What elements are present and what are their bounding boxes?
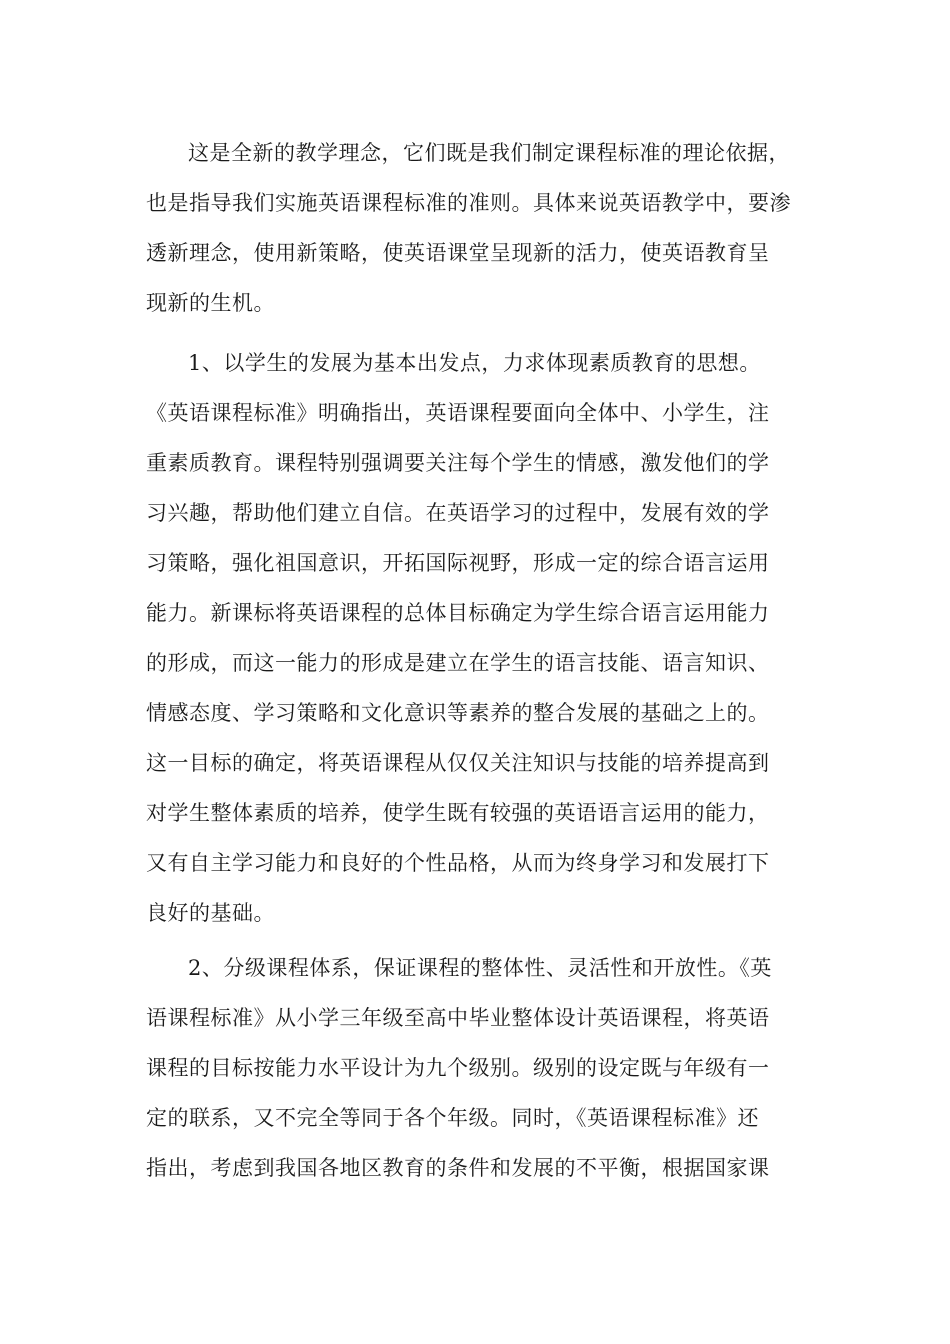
paragraph-line: 语课程标准》从小学三年级至高中毕业整体设计英语课程，将英语 bbox=[146, 1006, 770, 1030]
paragraph-line: 也是指导我们实施英语课程标准的准则。具体来说英语教学中，要渗 bbox=[146, 191, 791, 215]
paragraph-line: 对学生整体素质的培养，使学生既有较强的英语语言运用的能力， bbox=[146, 801, 770, 825]
paragraph-line: 指出，考虑到我国各地区教育的条件和发展的不平衡，根据国家课 bbox=[146, 1156, 770, 1180]
paragraph-line: 现新的生机。 bbox=[146, 291, 275, 315]
paragraph-point-2 bbox=[146, 943, 806, 1193]
paragraph-intro bbox=[146, 128, 806, 328]
paragraph-point-1 bbox=[146, 338, 806, 938]
paragraph-line: 这一目标的确定，将英语课程从仅仅关注知识与技能的培养提高到 bbox=[146, 751, 770, 775]
paragraph-line: 习兴趣，帮助他们建立自信。在英语学习的过程中，发展有效的学 bbox=[146, 501, 770, 525]
paragraph-line: 能力。新课标将英语课程的总体目标确定为学生综合语言运用能力 bbox=[146, 601, 770, 625]
paragraph-line: 这是全新的教学理念，它们既是我们制定课程标准的理论依据， bbox=[188, 141, 790, 165]
paragraph-line: 情感态度、学习策略和文化意识等素养的整合发展的基础之上的。 bbox=[146, 701, 770, 725]
paragraph-line: 的形成，而这一能力的形成是建立在学生的语言技能、语言知识、 bbox=[146, 651, 770, 675]
paragraph-line: 2、分级课程体系，保证课程的整体性、灵活性和开放性。《英 bbox=[188, 956, 772, 980]
paragraph-line: 又有自主学习能力和良好的个性品格，从而为终身学习和发展打下 bbox=[146, 851, 770, 875]
paragraph-line: 透新理念，使用新策略，使英语课堂呈现新的活力，使英语教育呈 bbox=[146, 241, 770, 265]
paragraph-line: 良好的基础。 bbox=[146, 901, 275, 925]
paragraph-line: 定的联系，又不完全等同于各个年级。同时，《英语课程标准》还 bbox=[146, 1106, 759, 1130]
paragraph-line: 习策略，强化祖国意识，开拓国际视野，形成一定的综合语言运用 bbox=[146, 551, 770, 575]
paragraph-line: 课程的目标按能力水平设计为九个级别。级别的设定既与年级有一 bbox=[146, 1056, 770, 1080]
paragraph-line: 重素质教育。课程特别强调要关注每个学生的情感，激发他们的学 bbox=[146, 451, 770, 475]
paragraph-line: 《英语课程标准》明确指出，英语课程要面向全体中、小学生，注 bbox=[146, 401, 770, 425]
paragraph-line: 1、以学生的发展为基本出发点，力求体现素质教育的思想。 bbox=[188, 351, 761, 375]
